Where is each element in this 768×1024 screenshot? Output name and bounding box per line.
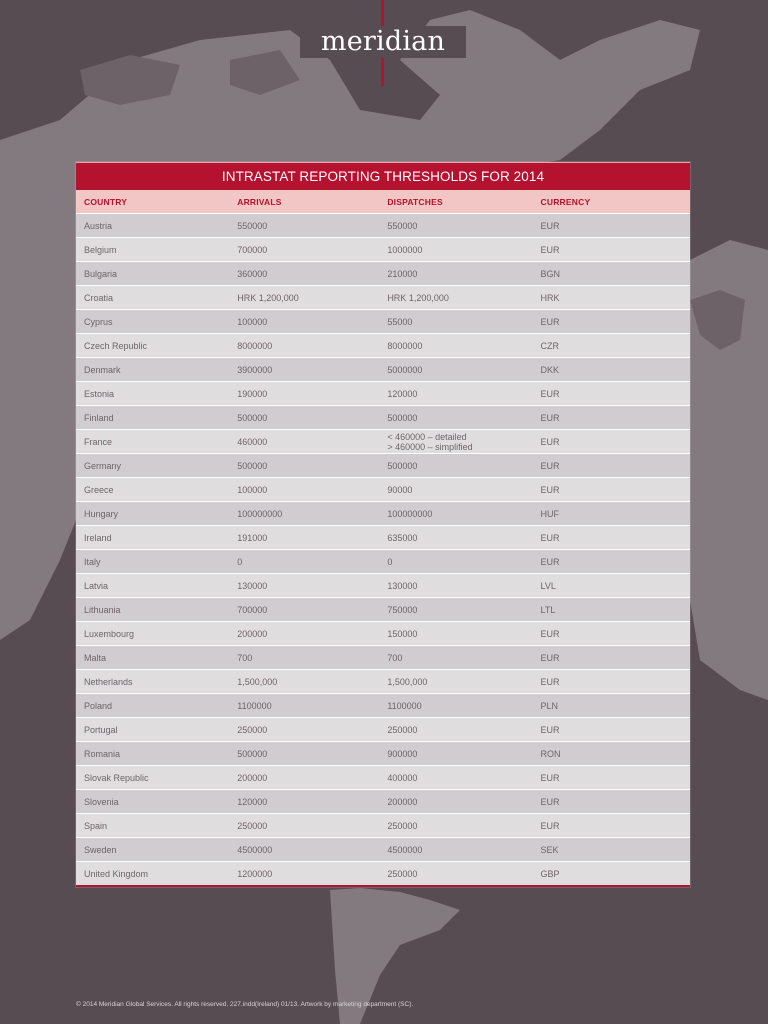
table-row bbox=[76, 646, 690, 670]
currency-cell-text: GBP bbox=[540, 868, 560, 879]
country-cell-text: Malta bbox=[84, 652, 107, 663]
arrivals-cell bbox=[229, 550, 379, 574]
currency-cell bbox=[533, 454, 690, 478]
arrivals-cell bbox=[229, 358, 379, 382]
arrivals-cell-text: 360000 bbox=[237, 268, 268, 279]
country-cell-text: Hungary bbox=[84, 508, 119, 519]
arrivals-cell-text: 1,500,000 bbox=[237, 676, 278, 687]
country-cell bbox=[76, 670, 229, 694]
dispatches-cell-text: 1000000 bbox=[387, 244, 423, 255]
dispatches-cell-text: 100000000 bbox=[387, 508, 433, 519]
currency-cell bbox=[533, 814, 690, 838]
dispatches-cell-text: 700 bbox=[387, 652, 403, 663]
country-cell bbox=[76, 334, 229, 358]
table-row bbox=[76, 862, 690, 886]
dispatches-cell bbox=[379, 334, 532, 358]
brand-logo: meridian bbox=[300, 26, 466, 58]
table-row bbox=[76, 310, 690, 334]
dispatches-cell bbox=[379, 406, 532, 430]
currency-cell-text: CZR bbox=[540, 340, 560, 351]
country-cell-text: Croatia bbox=[84, 292, 114, 303]
country-cell-text: Czech Republic bbox=[84, 340, 148, 351]
country-cell bbox=[76, 622, 229, 646]
currency-cell bbox=[533, 862, 690, 886]
dispatches-cell bbox=[379, 646, 532, 670]
country-cell-text: Poland bbox=[84, 700, 113, 711]
header-dispatches: DISPATCHES bbox=[379, 190, 532, 214]
dispatches-cell bbox=[379, 694, 532, 718]
country-cell-text: Ireland bbox=[84, 532, 112, 543]
currency-cell bbox=[533, 694, 690, 718]
country-cell-text: France bbox=[84, 436, 113, 447]
arrivals-cell bbox=[229, 382, 379, 406]
arrivals-cell-text: 3900000 bbox=[237, 364, 273, 375]
country-cell bbox=[76, 766, 229, 790]
arrivals-cell-text: 700 bbox=[237, 652, 253, 663]
currency-cell bbox=[533, 214, 690, 238]
country-cell-text: Cyprus bbox=[84, 316, 113, 327]
table-row bbox=[76, 526, 690, 550]
currency-cell bbox=[533, 310, 690, 334]
dispatches-cell bbox=[379, 742, 532, 766]
arrivals-cell bbox=[229, 670, 379, 694]
table-row bbox=[76, 574, 690, 598]
arrivals-cell-text: 8000000 bbox=[237, 340, 273, 351]
currency-cell-text: EUR bbox=[540, 316, 560, 327]
currency-cell-text: SEK bbox=[540, 844, 559, 855]
country-cell bbox=[76, 430, 229, 454]
currency-cell-text: HRK bbox=[540, 292, 560, 303]
arrivals-cell-text: 120000 bbox=[237, 796, 268, 807]
arrivals-cell bbox=[229, 646, 379, 670]
dispatches-cell-text: 210000 bbox=[387, 268, 418, 279]
currency-cell bbox=[533, 646, 690, 670]
header-arrivals: ARRIVALS bbox=[229, 190, 379, 214]
country-cell-text: Germany bbox=[84, 460, 122, 471]
currency-cell-text: EUR bbox=[540, 724, 560, 735]
country-cell bbox=[76, 214, 229, 238]
country-cell bbox=[76, 838, 229, 862]
dispatches-cell-text: 250000 bbox=[387, 820, 418, 831]
country-cell-text: Slovak Republic bbox=[84, 772, 149, 783]
table-row bbox=[76, 430, 690, 454]
arrivals-cell bbox=[229, 790, 379, 814]
table-row bbox=[76, 454, 690, 478]
dispatches-cell-text: 750000 bbox=[387, 604, 418, 615]
arrivals-cell bbox=[229, 694, 379, 718]
dispatches-cell bbox=[379, 598, 532, 622]
currency-cell bbox=[533, 478, 690, 502]
country-cell bbox=[76, 694, 229, 718]
dispatches-cell-text: 8000000 bbox=[387, 340, 423, 351]
table-row bbox=[76, 670, 690, 694]
country-cell bbox=[76, 742, 229, 766]
currency-cell bbox=[533, 430, 690, 454]
currency-cell-text: EUR bbox=[540, 772, 560, 783]
arrivals-cell-text: 100000000 bbox=[237, 508, 283, 519]
dispatches-cell-text: 0 bbox=[387, 556, 393, 567]
country-cell bbox=[76, 574, 229, 598]
currency-cell-text: DKK bbox=[540, 364, 560, 375]
arrivals-cell bbox=[229, 286, 379, 310]
dispatches-cell bbox=[379, 838, 532, 862]
arrivals-cell-text: 460000 bbox=[237, 436, 268, 447]
arrivals-cell-text: 100000 bbox=[237, 316, 268, 327]
table-row bbox=[76, 742, 690, 766]
country-cell-text: Romania bbox=[84, 748, 121, 759]
currency-cell-text: EUR bbox=[540, 532, 560, 543]
table-row bbox=[76, 838, 690, 862]
currency-cell-text: EUR bbox=[540, 412, 560, 423]
country-cell bbox=[76, 238, 229, 262]
country-cell bbox=[76, 478, 229, 502]
currency-cell-text: EUR bbox=[540, 244, 560, 255]
thresholds-table-panel bbox=[76, 162, 690, 887]
country-cell bbox=[76, 406, 229, 430]
country-cell-text: United Kingdom bbox=[84, 868, 149, 879]
table-row bbox=[76, 286, 690, 310]
currency-cell bbox=[533, 766, 690, 790]
country-cell bbox=[76, 502, 229, 526]
country-cell bbox=[76, 526, 229, 550]
dispatches-cell-text: 90000 bbox=[387, 484, 413, 495]
arrivals-cell-text: 100000 bbox=[237, 484, 268, 495]
table-row bbox=[76, 598, 690, 622]
dispatches-cell bbox=[379, 358, 532, 382]
arrivals-cell-text: 1200000 bbox=[237, 868, 273, 879]
arrivals-cell bbox=[229, 238, 379, 262]
country-cell-text: Lithuania bbox=[84, 604, 121, 615]
country-cell-text: Spain bbox=[84, 820, 108, 831]
currency-cell-text: PLN bbox=[540, 700, 559, 711]
dispatches-cell bbox=[379, 670, 532, 694]
country-cell-text: Sweden bbox=[84, 844, 117, 855]
country-cell bbox=[76, 646, 229, 670]
dispatches-cell bbox=[379, 550, 532, 574]
table-row bbox=[76, 262, 690, 286]
dispatches-cell-text: 5000000 bbox=[387, 364, 423, 375]
table-row bbox=[76, 238, 690, 262]
table-row bbox=[76, 550, 690, 574]
country-cell bbox=[76, 310, 229, 334]
arrivals-cell-text: 250000 bbox=[237, 724, 268, 735]
table-row bbox=[76, 694, 690, 718]
arrivals-cell bbox=[229, 766, 379, 790]
country-cell bbox=[76, 262, 229, 286]
dispatches-cell bbox=[379, 286, 532, 310]
dispatches-cell bbox=[379, 214, 532, 238]
arrivals-cell bbox=[229, 862, 379, 886]
currency-cell-text: HUF bbox=[540, 508, 560, 519]
arrivals-cell bbox=[229, 742, 379, 766]
arrivals-cell bbox=[229, 430, 379, 454]
dispatches-cell-text: 500000 bbox=[387, 460, 418, 471]
table-title: INTRASTAT REPORTING THRESHOLDS FOR 2014 bbox=[76, 162, 690, 190]
dispatches-cell-text: 55000 bbox=[387, 316, 413, 327]
currency-cell bbox=[533, 406, 690, 430]
dispatches-cell-text: 4500000 bbox=[387, 844, 423, 855]
arrivals-cell bbox=[229, 718, 379, 742]
currency-cell bbox=[533, 238, 690, 262]
currency-cell bbox=[533, 622, 690, 646]
currency-cell-text: EUR bbox=[540, 796, 560, 807]
arrivals-cell-text: 191000 bbox=[237, 532, 268, 543]
country-cell bbox=[76, 550, 229, 574]
arrivals-cell bbox=[229, 214, 379, 238]
header-currency: CURRENCY bbox=[533, 190, 690, 214]
table-row bbox=[76, 478, 690, 502]
country-cell bbox=[76, 598, 229, 622]
dispatches-cell-text-line2: > 460000 – simplified bbox=[387, 441, 473, 452]
country-cell bbox=[76, 862, 229, 886]
country-cell-text: Netherlands bbox=[84, 676, 133, 687]
arrivals-cell bbox=[229, 454, 379, 478]
dispatches-cell-text: 150000 bbox=[387, 628, 418, 639]
arrivals-cell bbox=[229, 838, 379, 862]
dispatches-cell bbox=[379, 310, 532, 334]
dispatches-cell bbox=[379, 622, 532, 646]
dispatches-cell-text: 200000 bbox=[387, 796, 418, 807]
country-cell-text: Latvia bbox=[84, 580, 109, 591]
currency-cell bbox=[533, 838, 690, 862]
currency-cell-text: LVL bbox=[540, 580, 556, 591]
country-cell-text: Slovenia bbox=[84, 796, 119, 807]
dispatches-cell bbox=[379, 574, 532, 598]
table-row bbox=[76, 790, 690, 814]
currency-cell-text: EUR bbox=[540, 484, 560, 495]
table-row bbox=[76, 766, 690, 790]
arrivals-cell-text: 0 bbox=[237, 556, 243, 567]
currency-cell bbox=[533, 574, 690, 598]
arrivals-cell-text: 550000 bbox=[237, 220, 268, 231]
table-row bbox=[76, 334, 690, 358]
dispatches-cell-text: 400000 bbox=[387, 772, 418, 783]
currency-cell bbox=[533, 790, 690, 814]
currency-cell-text: BGN bbox=[540, 268, 561, 279]
thresholds-table bbox=[76, 190, 690, 885]
dispatches-cell bbox=[379, 526, 532, 550]
country-cell bbox=[76, 790, 229, 814]
arrivals-cell bbox=[229, 598, 379, 622]
dispatches-cell bbox=[379, 814, 532, 838]
country-cell-text: Finland bbox=[84, 412, 114, 423]
arrivals-cell-text: 500000 bbox=[237, 460, 268, 471]
dispatches-cell bbox=[379, 718, 532, 742]
country-cell-text: Greece bbox=[84, 484, 114, 495]
country-cell bbox=[76, 454, 229, 478]
dispatches-cell-text: 1,500,000 bbox=[387, 676, 428, 687]
dispatches-cell-text: 250000 bbox=[387, 724, 418, 735]
table-row bbox=[76, 622, 690, 646]
header-country: COUNTRY bbox=[76, 190, 229, 214]
country-cell-text: Bulgaria bbox=[84, 268, 118, 279]
table-row bbox=[76, 406, 690, 430]
arrivals-cell bbox=[229, 310, 379, 334]
arrivals-cell-text: 130000 bbox=[237, 580, 268, 591]
arrivals-cell-text: 1100000 bbox=[237, 700, 272, 711]
dispatches-cell bbox=[379, 790, 532, 814]
arrivals-cell bbox=[229, 526, 379, 550]
arrivals-cell-text: 200000 bbox=[237, 772, 268, 783]
dispatches-cell-text: 1100000 bbox=[387, 700, 422, 711]
arrivals-cell-text: 500000 bbox=[237, 412, 268, 423]
country-cell-text: Portugal bbox=[84, 724, 118, 735]
dispatches-cell bbox=[379, 382, 532, 406]
arrivals-cell bbox=[229, 814, 379, 838]
currency-cell bbox=[533, 598, 690, 622]
currency-cell-text: EUR bbox=[540, 388, 560, 399]
country-cell-text: Italy bbox=[84, 556, 101, 567]
arrivals-cell-text: 700000 bbox=[237, 244, 268, 255]
arrivals-cell bbox=[229, 478, 379, 502]
dispatches-cell-text: 130000 bbox=[387, 580, 418, 591]
country-cell bbox=[76, 718, 229, 742]
dispatches-cell-text: 120000 bbox=[387, 388, 418, 399]
dispatches-cell-text: < 460000 – detailed bbox=[387, 431, 467, 442]
currency-cell bbox=[533, 502, 690, 526]
dispatches-cell bbox=[379, 454, 532, 478]
currency-cell-text: RON bbox=[540, 748, 561, 759]
currency-cell bbox=[533, 334, 690, 358]
currency-cell bbox=[533, 358, 690, 382]
currency-cell-text: EUR bbox=[540, 628, 560, 639]
table-row bbox=[76, 358, 690, 382]
arrivals-cell-text: HRK 1,200,000 bbox=[237, 292, 299, 303]
currency-cell bbox=[533, 718, 690, 742]
arrivals-cell-text: 250000 bbox=[237, 820, 268, 831]
dispatches-cell bbox=[379, 478, 532, 502]
currency-cell bbox=[533, 262, 690, 286]
currency-cell bbox=[533, 550, 690, 574]
arrivals-cell bbox=[229, 406, 379, 430]
dispatches-cell-text: 500000 bbox=[387, 412, 418, 423]
currency-cell-text: EUR bbox=[540, 820, 560, 831]
country-cell-text: Denmark bbox=[84, 364, 121, 375]
copyright-footer: © 2014 Meridian Global Services. All rights reserved. 227.indd(Ireland) 01/13. Artwork by marketing department (SC). bbox=[76, 1001, 414, 1008]
currency-cell-text: EUR bbox=[540, 556, 560, 567]
table-row bbox=[76, 382, 690, 406]
dispatches-cell bbox=[379, 238, 532, 262]
arrivals-cell-text: 200000 bbox=[237, 628, 268, 639]
currency-cell bbox=[533, 742, 690, 766]
arrivals-cell-text: 190000 bbox=[237, 388, 268, 399]
currency-cell-text: EUR bbox=[540, 436, 560, 447]
arrivals-cell bbox=[229, 622, 379, 646]
dispatches-cell-text: 635000 bbox=[387, 532, 418, 543]
currency-cell-text: EUR bbox=[540, 460, 560, 471]
table-row bbox=[76, 214, 690, 238]
table-header-row bbox=[76, 190, 690, 214]
dispatches-cell-text: HRK 1,200,000 bbox=[387, 292, 449, 303]
country-cell bbox=[76, 358, 229, 382]
table-row bbox=[76, 814, 690, 838]
arrivals-cell bbox=[229, 574, 379, 598]
dispatches-cell bbox=[379, 262, 532, 286]
country-cell bbox=[76, 382, 229, 406]
arrivals-cell-text: 500000 bbox=[237, 748, 268, 759]
arrivals-cell-text: 700000 bbox=[237, 604, 268, 615]
dispatches-cell-text: 550000 bbox=[387, 220, 418, 231]
table-row bbox=[76, 502, 690, 526]
country-cell-text: Austria bbox=[84, 220, 113, 231]
currency-cell-text: EUR bbox=[540, 676, 560, 687]
country-cell bbox=[76, 814, 229, 838]
currency-cell-text: EUR bbox=[540, 220, 560, 231]
dispatches-cell bbox=[379, 430, 532, 454]
arrivals-cell-text: 4500000 bbox=[237, 844, 273, 855]
currency-cell bbox=[533, 670, 690, 694]
dispatches-cell bbox=[379, 862, 532, 886]
arrivals-cell bbox=[229, 262, 379, 286]
dispatches-cell-text: 250000 bbox=[387, 868, 418, 879]
currency-cell bbox=[533, 382, 690, 406]
arrivals-cell bbox=[229, 334, 379, 358]
dispatches-cell-text: 900000 bbox=[387, 748, 418, 759]
country-cell-text: Belgium bbox=[84, 244, 117, 255]
arrivals-cell bbox=[229, 502, 379, 526]
dispatches-cell bbox=[379, 502, 532, 526]
currency-cell bbox=[533, 526, 690, 550]
dispatches-cell bbox=[379, 766, 532, 790]
country-cell-text: Luxembourg bbox=[84, 628, 135, 639]
country-cell bbox=[76, 286, 229, 310]
country-cell-text: Estonia bbox=[84, 388, 115, 399]
currency-cell bbox=[533, 286, 690, 310]
currency-cell-text: LTL bbox=[540, 604, 556, 615]
table-row bbox=[76, 718, 690, 742]
currency-cell-text: EUR bbox=[540, 652, 560, 663]
